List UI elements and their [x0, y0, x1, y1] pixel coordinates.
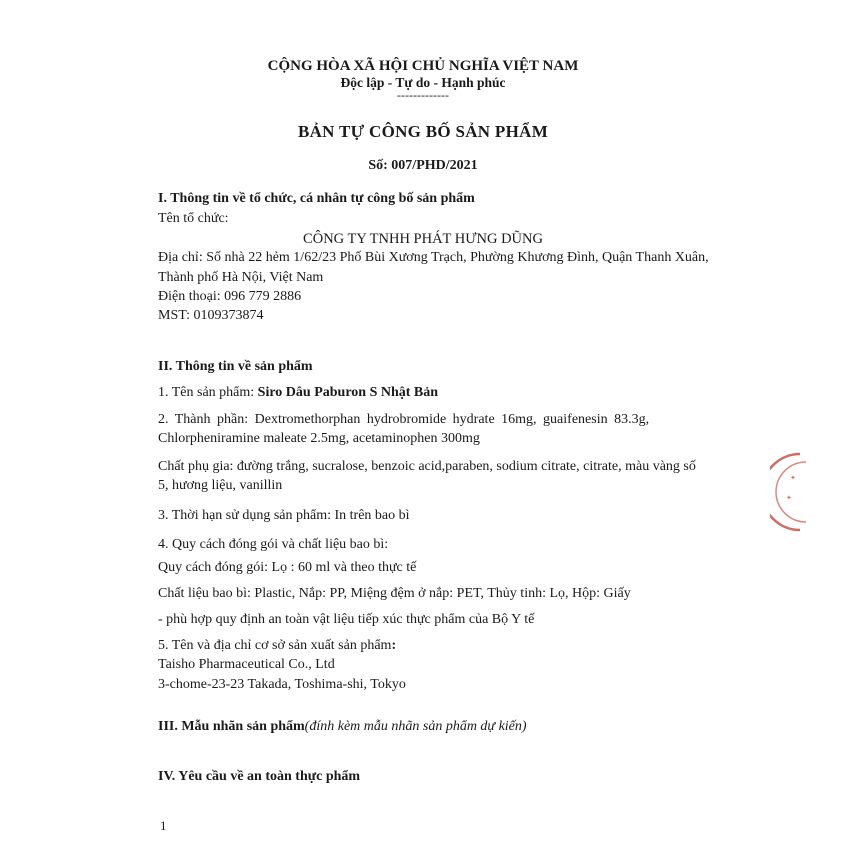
manufacturer-heading-text: 5. Tên và địa chỉ cơ sở sản xuất sản phẩm — [158, 638, 392, 653]
svg-text:✦: ✦ — [790, 474, 796, 482]
section-1-heading: I. Thông tin về tổ chức, cá nhân tự công bố sản phẩm — [158, 191, 475, 206]
manufacturer-heading-colon: : — [391, 638, 397, 653]
header-divider: ------------- — [397, 88, 449, 102]
ingredients-line-1: 2. Thành phần: Dextromethorphan hydrobromide hydrate 16mg, guaifenesin 83.3g, — [158, 412, 650, 427]
org-label: Tên tổ chức: — [158, 211, 229, 226]
excipients-line-2: 5, hương liệu, vanillin — [158, 478, 283, 493]
manufacturer-address: 3-chome-23-23 Takada, Toshima-shi, Tokyo — [158, 677, 406, 692]
packaging-heading: 4. Quy cách đóng gói và chất liệu bao bì: — [158, 537, 389, 552]
tax-code: MST: 0109373874 — [158, 308, 264, 323]
product-label: 1. Tên sản phẩm: — [158, 385, 258, 400]
section-3-note: (đính kèm mẫu nhãn sản phẩm dự kiến) — [304, 719, 527, 734]
section-4-heading: IV. Yêu cầu về an toàn thực phẩm — [158, 769, 361, 784]
red-seal-fragment-icon — [770, 452, 830, 532]
national-motto: Độc lập - Tự do - Hạnh phúc — [340, 75, 506, 90]
document-number: Số: 007/PHD/2021 — [368, 158, 478, 173]
manufacturer-heading — [158, 638, 396, 654]
address-line-1: Địa chỉ: Số nhà 22 hẻm 1/62/23 Phố Bùi Xương Trạch, Phường Khương Đình, Quận Thanh Xuân, — [158, 250, 709, 265]
section-3-heading: III. Mẫu nhãn sản phẩm — [158, 719, 305, 734]
ingredients-line-2: Chlorpheniramine maleate 2.5mg, acetaminophen 300mg — [158, 431, 480, 446]
document-title: BẢN TỰ CÔNG BỐ SẢN PHẨM — [297, 122, 549, 141]
product-name-line — [158, 385, 438, 401]
product-name: Siro Dâu Paburon S Nhật Bản — [257, 385, 439, 400]
packaging-spec: Quy cách đóng gói: Lọ : 60 ml và theo thực tế — [158, 560, 417, 575]
compliance-note: - phù hợp quy định an toàn vật liệu tiếp xúc thực phẩm của Bộ Y tế — [158, 612, 535, 627]
svg-text:✦: ✦ — [786, 494, 792, 502]
company-name: CÔNG TY TNHH PHÁT HƯNG DŨNG — [303, 231, 543, 247]
address-line-2: Thành phố Hà Nội, Việt Nam — [158, 270, 324, 285]
section-2-heading: II. Thông tin về sản phẩm — [158, 359, 313, 374]
manufacturer-name: Taisho Pharmaceutical Co., Ltd — [158, 657, 335, 672]
page-number: 1 — [160, 818, 167, 833]
national-title: CỘNG HÒA XÃ HỘI CHỦ NGHĨA VIỆT NAM — [267, 58, 579, 74]
phone: Điện thoại: 096 779 2886 — [158, 289, 302, 304]
packaging-material: Chất liệu bao bì: Plastic, Nắp: PP, Miệng đệm ở nắp: PET, Thủy tinh: Lọ, Hộp: Giấy — [158, 586, 631, 601]
excipients-line-1: Chất phụ gia: đường trắng, sucralose, benzoic acid,paraben, sodium citrate, citrate, màu vàng số — [158, 459, 696, 474]
section-3-heading-line — [158, 719, 527, 735]
shelf-life: 3. Thời hạn sử dụng sản phẩm: In trên bao bì — [158, 508, 410, 523]
